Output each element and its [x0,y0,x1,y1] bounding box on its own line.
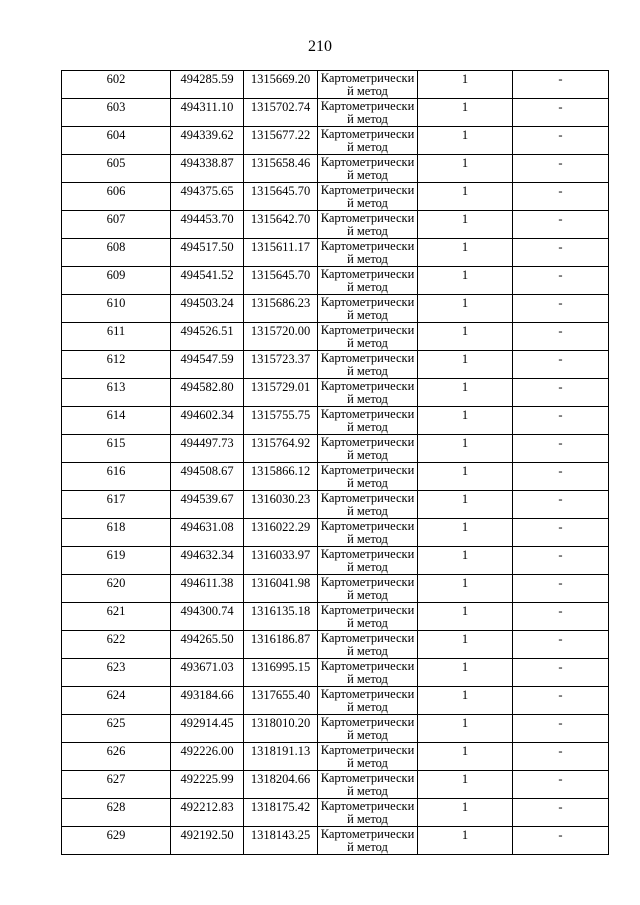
y-coordinate-cell: 1316995.15 [244,659,318,687]
accuracy-value-cell: 1 [418,659,513,687]
y-coordinate-cell: 1316041.98 [244,575,318,603]
table-row [62,155,609,183]
point-number-cell: 610 [62,295,171,323]
accuracy-value-cell: 1 [418,379,513,407]
table-row [62,323,609,351]
point-number-cell: 619 [62,547,171,575]
table-row [62,351,609,379]
method-cell [318,211,418,239]
accuracy-value-cell: 1 [418,239,513,267]
y-coordinate-cell: 1315677.22 [244,127,318,155]
y-coordinate-cell: 1315720.00 [244,323,318,351]
accuracy-value-cell: 1 [418,71,513,99]
x-coordinate-cell: 494541.52 [171,267,244,295]
y-coordinate-cell: 1318191.13 [244,743,318,771]
note-cell: - [513,379,609,407]
y-coordinate-cell: 1318204.66 [244,771,318,799]
method-cell [318,351,418,379]
x-coordinate-cell: 492226.00 [171,743,244,771]
table-row [62,407,609,435]
accuracy-value-cell: 1 [418,743,513,771]
method-cell [318,267,418,295]
point-number-cell: 614 [62,407,171,435]
point-number-cell: 608 [62,239,171,267]
method-text: Картометрический метод [320,715,415,742]
note-cell: - [513,575,609,603]
table-row [62,99,609,127]
note-cell: - [513,71,609,99]
method-text: Картометрический метод [320,99,415,126]
table-row [62,379,609,407]
accuracy-value-cell: 1 [418,771,513,799]
accuracy-value-cell: 1 [418,827,513,855]
table-row [62,239,609,267]
x-coordinate-cell: 494311.10 [171,99,244,127]
note-cell: - [513,519,609,547]
x-coordinate-cell: 492914.45 [171,715,244,743]
point-number-cell: 623 [62,659,171,687]
y-coordinate-cell: 1315729.01 [244,379,318,407]
x-coordinate-cell: 494539.67 [171,491,244,519]
method-text: Картометрический метод [320,155,415,182]
method-cell [318,687,418,715]
note-cell: - [513,183,609,211]
x-coordinate-cell: 494517.50 [171,239,244,267]
method-cell [318,575,418,603]
x-coordinate-cell: 494375.65 [171,183,244,211]
note-cell: - [513,799,609,827]
point-number-cell: 602 [62,71,171,99]
method-text: Картометрический метод [320,71,415,98]
y-coordinate-cell: 1316186.87 [244,631,318,659]
method-text: Картометрический метод [320,351,415,378]
method-cell [318,407,418,435]
accuracy-value-cell: 1 [418,155,513,183]
table-row [62,743,609,771]
point-number-cell: 603 [62,99,171,127]
x-coordinate-cell: 494611.38 [171,575,244,603]
y-coordinate-cell: 1316135.18 [244,603,318,631]
point-number-cell: 627 [62,771,171,799]
method-cell [318,491,418,519]
table-row [62,715,609,743]
table-row [62,295,609,323]
table-row [62,687,609,715]
y-coordinate-cell: 1315866.12 [244,463,318,491]
y-coordinate-cell: 1318175.42 [244,799,318,827]
point-number-cell: 607 [62,211,171,239]
y-coordinate-cell: 1316022.29 [244,519,318,547]
point-number-cell: 617 [62,491,171,519]
method-cell [318,379,418,407]
accuracy-value-cell: 1 [418,631,513,659]
y-coordinate-cell: 1315611.17 [244,239,318,267]
accuracy-value-cell: 1 [418,603,513,631]
y-coordinate-cell: 1317655.40 [244,687,318,715]
method-cell [318,463,418,491]
table-row [62,827,609,855]
point-number-cell: 612 [62,351,171,379]
method-cell [318,155,418,183]
note-cell: - [513,659,609,687]
point-number-cell: 604 [62,127,171,155]
accuracy-value-cell: 1 [418,99,513,127]
method-text: Картометрический метод [320,743,415,770]
x-coordinate-cell: 492212.83 [171,799,244,827]
method-cell [318,631,418,659]
method-text: Картометрический метод [320,799,415,826]
note-cell: - [513,351,609,379]
method-text: Картометрический метод [320,771,415,798]
method-text: Картометрический метод [320,295,415,322]
method-text: Картометрический метод [320,183,415,210]
method-cell [318,435,418,463]
note-cell: - [513,491,609,519]
point-number-cell: 606 [62,183,171,211]
x-coordinate-cell: 494285.59 [171,71,244,99]
note-cell: - [513,211,609,239]
method-cell [318,827,418,855]
note-cell: - [513,99,609,127]
y-coordinate-cell: 1315645.70 [244,183,318,211]
note-cell: - [513,463,609,491]
note-cell: - [513,127,609,155]
x-coordinate-cell: 494339.62 [171,127,244,155]
method-cell [318,295,418,323]
x-coordinate-cell: 494503.24 [171,295,244,323]
method-text: Картометрический метод [320,323,415,350]
accuracy-value-cell: 1 [418,519,513,547]
table-row [62,659,609,687]
note-cell: - [513,239,609,267]
table-row [62,631,609,659]
method-text: Картометрический метод [320,211,415,238]
x-coordinate-cell: 494338.87 [171,155,244,183]
method-cell [318,183,418,211]
method-text: Картометрический метод [320,379,415,406]
x-coordinate-cell: 494265.50 [171,631,244,659]
method-text: Картометрический метод [320,547,415,574]
method-cell [318,771,418,799]
method-cell [318,127,418,155]
method-text: Картометрический метод [320,631,415,658]
table-row [62,547,609,575]
x-coordinate-cell: 494497.73 [171,435,244,463]
y-coordinate-cell: 1315658.46 [244,155,318,183]
point-number-cell: 628 [62,799,171,827]
method-cell [318,799,418,827]
x-coordinate-cell: 493671.03 [171,659,244,687]
method-text: Картометрический метод [320,239,415,266]
table-row [62,519,609,547]
point-number-cell: 625 [62,715,171,743]
table-row [62,799,609,827]
accuracy-value-cell: 1 [418,715,513,743]
method-text: Картометрический метод [320,267,415,294]
accuracy-value-cell: 1 [418,183,513,211]
accuracy-value-cell: 1 [418,407,513,435]
y-coordinate-cell: 1318143.25 [244,827,318,855]
point-number-cell: 609 [62,267,171,295]
note-cell: - [513,687,609,715]
method-text: Картометрический метод [320,687,415,714]
x-coordinate-cell: 494453.70 [171,211,244,239]
method-text: Картометрический метод [320,575,415,602]
table-row [62,127,609,155]
note-cell: - [513,295,609,323]
note-cell: - [513,407,609,435]
method-text: Картометрический метод [320,519,415,546]
y-coordinate-cell: 1315686.23 [244,295,318,323]
method-text: Картометрический метод [320,827,415,854]
point-number-cell: 626 [62,743,171,771]
table-row [62,267,609,295]
accuracy-value-cell: 1 [418,435,513,463]
accuracy-value-cell: 1 [418,127,513,155]
method-text: Картометрический метод [320,127,415,154]
table-row [62,603,609,631]
coordinates-table [61,70,609,855]
method-cell [318,659,418,687]
accuracy-value-cell: 1 [418,295,513,323]
y-coordinate-cell: 1315642.70 [244,211,318,239]
y-coordinate-cell: 1316033.97 [244,547,318,575]
x-coordinate-cell: 493184.66 [171,687,244,715]
x-coordinate-cell: 494631.08 [171,519,244,547]
method-cell [318,603,418,631]
note-cell: - [513,827,609,855]
note-cell: - [513,547,609,575]
point-number-cell: 629 [62,827,171,855]
table-row [62,435,609,463]
y-coordinate-cell: 1318010.20 [244,715,318,743]
point-number-cell: 621 [62,603,171,631]
accuracy-value-cell: 1 [418,687,513,715]
table-row [62,71,609,99]
y-coordinate-cell: 1315755.75 [244,407,318,435]
method-cell [318,519,418,547]
method-cell [318,715,418,743]
x-coordinate-cell: 494582.80 [171,379,244,407]
note-cell: - [513,771,609,799]
note-cell: - [513,435,609,463]
point-number-cell: 620 [62,575,171,603]
y-coordinate-cell: 1315764.92 [244,435,318,463]
y-coordinate-cell: 1316030.23 [244,491,318,519]
method-text: Картометрический метод [320,491,415,518]
accuracy-value-cell: 1 [418,799,513,827]
method-cell [318,99,418,127]
method-text: Картометрический метод [320,463,415,490]
note-cell: - [513,323,609,351]
x-coordinate-cell: 494602.34 [171,407,244,435]
accuracy-value-cell: 1 [418,547,513,575]
note-cell: - [513,155,609,183]
method-text: Картометрический метод [320,603,415,630]
table-row [62,771,609,799]
x-coordinate-cell: 494632.34 [171,547,244,575]
accuracy-value-cell: 1 [418,323,513,351]
method-cell [318,323,418,351]
note-cell: - [513,631,609,659]
y-coordinate-cell: 1315723.37 [244,351,318,379]
x-coordinate-cell: 494526.51 [171,323,244,351]
note-cell: - [513,267,609,295]
note-cell: - [513,743,609,771]
table-row [62,183,609,211]
x-coordinate-cell: 492225.99 [171,771,244,799]
note-cell: - [513,715,609,743]
method-cell [318,547,418,575]
x-coordinate-cell: 494300.74 [171,603,244,631]
point-number-cell: 613 [62,379,171,407]
point-number-cell: 605 [62,155,171,183]
table-row [62,463,609,491]
accuracy-value-cell: 1 [418,575,513,603]
accuracy-value-cell: 1 [418,211,513,239]
point-number-cell: 618 [62,519,171,547]
method-cell [318,239,418,267]
point-number-cell: 616 [62,463,171,491]
method-cell [318,71,418,99]
y-coordinate-cell: 1315669.20 [244,71,318,99]
point-number-cell: 611 [62,323,171,351]
note-cell: - [513,603,609,631]
page-number: 210 [308,38,332,55]
y-coordinate-cell: 1315702.74 [244,99,318,127]
y-coordinate-cell: 1315645.70 [244,267,318,295]
table-body [62,71,609,855]
method-text: Картометрический метод [320,435,415,462]
method-cell [318,743,418,771]
method-text: Картометрический метод [320,659,415,686]
point-number-cell: 622 [62,631,171,659]
accuracy-value-cell: 1 [418,267,513,295]
point-number-cell: 615 [62,435,171,463]
point-number-cell: 624 [62,687,171,715]
table-row [62,575,609,603]
accuracy-value-cell: 1 [418,351,513,379]
table-row [62,491,609,519]
x-coordinate-cell: 492192.50 [171,827,244,855]
x-coordinate-cell: 494508.67 [171,463,244,491]
table-row [62,211,609,239]
accuracy-value-cell: 1 [418,491,513,519]
accuracy-value-cell: 1 [418,463,513,491]
x-coordinate-cell: 494547.59 [171,351,244,379]
method-text: Картометрический метод [320,407,415,434]
